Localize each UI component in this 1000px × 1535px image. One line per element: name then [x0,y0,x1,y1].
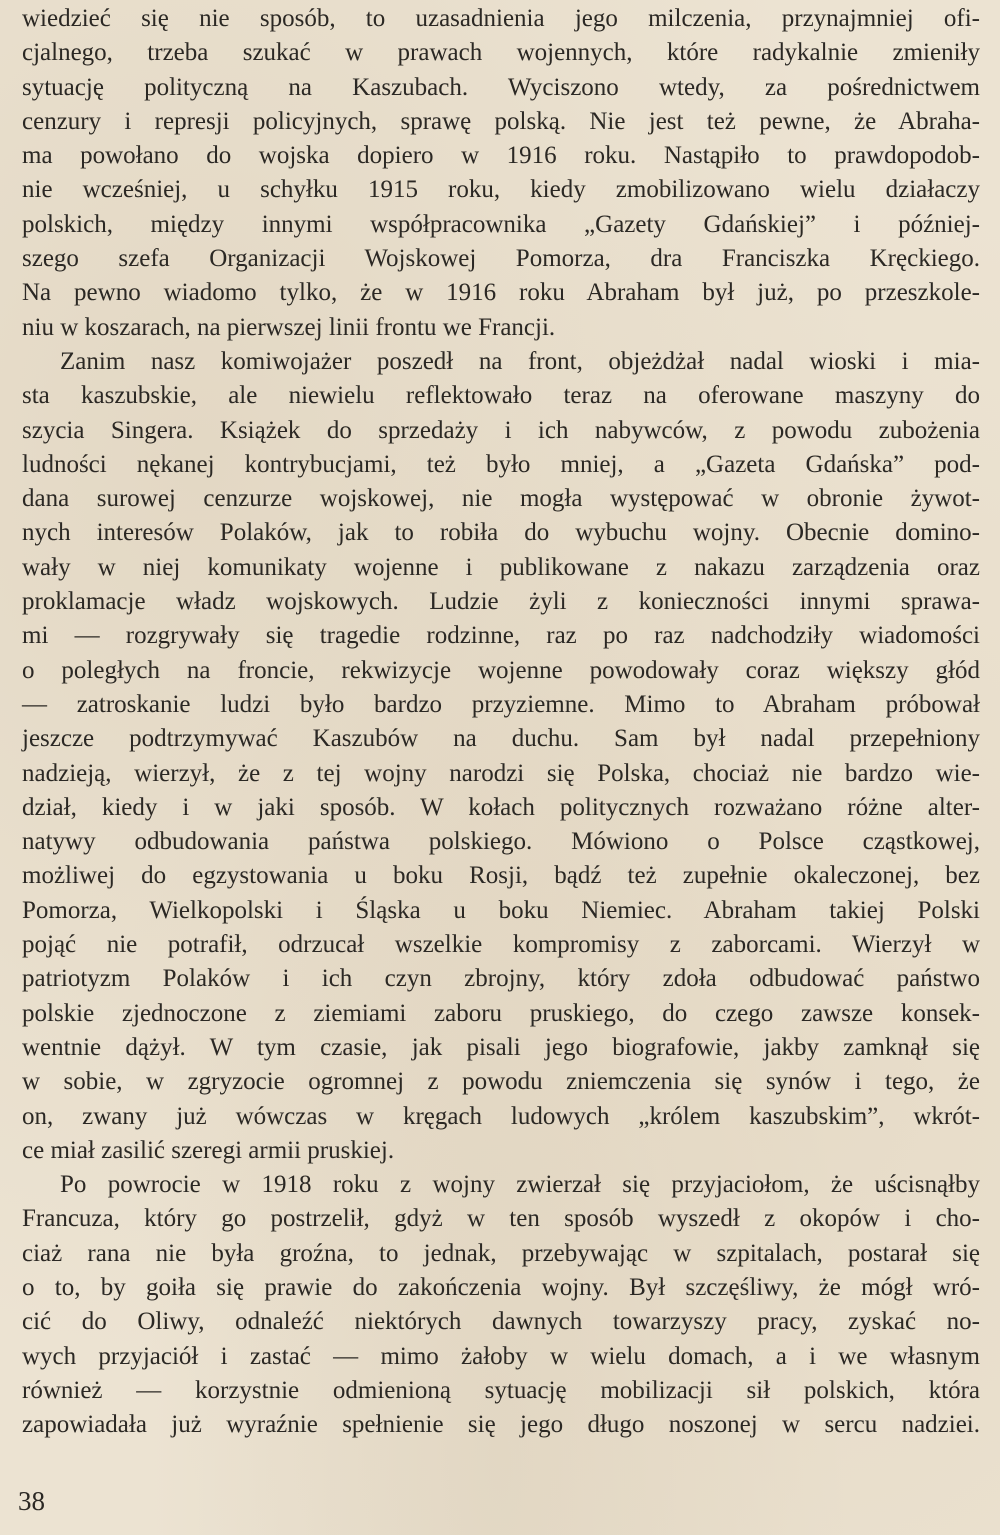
text-line: nie wcześniej, u schyłku 1915 roku, kiedy zmobilizowano wielu działaczy [22,176,980,204]
page-number: 38 [18,1486,45,1516]
text-line: nadzieją, wierzył, że z tej wojny narodzi się Polska, chociaż nie bardzo wie- [22,759,980,787]
text-line: o poległych na froncie, rekwizycje wojenne powodowały coraz większy głód [22,656,980,684]
text-line: szego szefa Organizacji Wojskowej Pomorza, dra Franciszka Kręckiego. [22,245,980,273]
text-line: szycia Singera. Książek do sprzedaży i ich nabywców, z powodu zubożenia [22,416,980,444]
text-line: możliwej do egzystowania u boku Rosji, bądź też zupełnie okaleczonej, bez [22,862,980,890]
text-line: patriotyzm Polaków i ich czyn zbrojny, który zdoła odbudować państwo [22,965,980,993]
text-line: zapowiadała już wyraźnie spełnienie się jego długo noszonej w sercu nadziei. [22,1411,980,1439]
text-line: dział, kiedy i w jaki sposób. W kołach politycznych rozważano różne alter- [22,793,980,821]
text-line: wały w niej komunikaty wojenne i publikowane z nakazu zarządzenia oraz [22,553,980,581]
text-line: cjalnego, trzeba szukać w prawach wojennych, które radykalnie zmieniły [22,39,980,67]
text-line: sta kaszubskie, ale niewielu reflektowało teraz na oferowane maszyny do [22,382,980,410]
text-line: polskie zjednoczone z ziemiami zaboru pruskiego, do czego zawsze konsek- [22,999,980,1027]
text-line: on, zwany już wówczas w kręgach ludowych „królem kaszubskim”, wkrót- [22,1102,980,1130]
text-line: Zanim nasz komiwojażer poszedł na front, objeżdżał nadal wioski i mia- [60,347,980,375]
text-line: polskich, między innymi współpracownika „Gazety Gdańskiej” i później- [22,210,980,238]
text-line: w sobie, w zgryzocie ogromnej z powodu zniemczenia się synów i tego, że [22,1068,980,1096]
text-line: cić do Oliwy, odnaleźć niektórych dawnych towarzyszy pracy, zyskać no- [22,1308,980,1336]
text-line: cenzury i represji policyjnych, sprawę polską. Nie jest też pewne, że Abraha- [22,107,980,135]
text-line: natywy odbudowania państwa polskiego. Mówiono o Polsce cząstkowej, [22,828,980,856]
text-line: ludności nękanej kontrybucjami, też było mniej, a „Gazeta Gdańska” pod- [22,450,980,478]
text-line: ciaż rana nie była groźna, to jednak, przebywając w szpitalach, postarał się [22,1239,980,1267]
text-line: wentnie dążył. W tym czasie, jak pisali jego biografowie, jakby zamknął się [22,1033,980,1061]
text-line: ce miał zasilić szeregi armii pruskiej. [22,1136,395,1164]
text-line: nych interesów Polaków, jak to robiła do wybuchu wojny. Obecnie domino- [22,519,980,547]
text-line: sytuację polityczną na Kaszubach. Wyciszono wtedy, za pośrednictwem [22,73,980,101]
body-text [22,2,980,1442]
text-line: — zatroskanie ludzi było bardzo przyziemne. Mimo to Abraham próbował [22,690,980,718]
text-line: wiedzieć się nie sposób, to uzasadnienia jego milczenia, przynajmniej ofi- [22,5,980,32]
text-line: Po powrocie w 1918 roku z wojny zwierzał się przyjaciołom, że uścisnąłby [60,1171,980,1199]
text-line: o to, by goiła się prawie do zakończenia wojny. Był szczęśliwy, że mógł wró- [22,1273,980,1301]
text-line: pojąć nie potrafił, odrzucał wszelkie kompromisy z zaborcami. Wierzył w [22,931,980,959]
text-line: wych przyjaciół i zastać — mimo żałoby w wielu domach, a i we własnym [22,1342,980,1370]
text-line: również — korzystnie odmienioną sytuację mobilizacji sił polskich, która [22,1376,980,1404]
text-line: Na pewno wiadomo tylko, że w 1916 roku Abraham był już, po przeszkole- [22,279,980,307]
text-line: Pomorza, Wielkopolski i Śląska u boku Niemiec. Abraham takiej Polski [22,896,980,924]
text-line: ma powołano do wojska dopiero w 1916 roku. Nastąpiło to prawdopodob- [22,142,980,170]
text-line: niu w koszarach, na pierwszej linii frontu we Francji. [22,313,556,341]
text-line: jeszcze podtrzymywać Kaszubów na duchu. Sam był nadal przepełniony [22,725,980,753]
text-line: dana surowej cenzurze wojskowej, nie mogła występować w obronie żywot- [22,485,980,513]
text-line: mi — rozgrywały się tragedie rodzinne, raz po raz nadchodziły wiadomości [22,622,980,650]
text-line: Francuza, który go postrzelił, gdyż w ten sposób wyszedł z okopów i cho- [22,1205,980,1233]
text-line: proklamacje władz wojskowych. Ludzie żyli z konieczności innymi sprawa- [22,588,980,616]
